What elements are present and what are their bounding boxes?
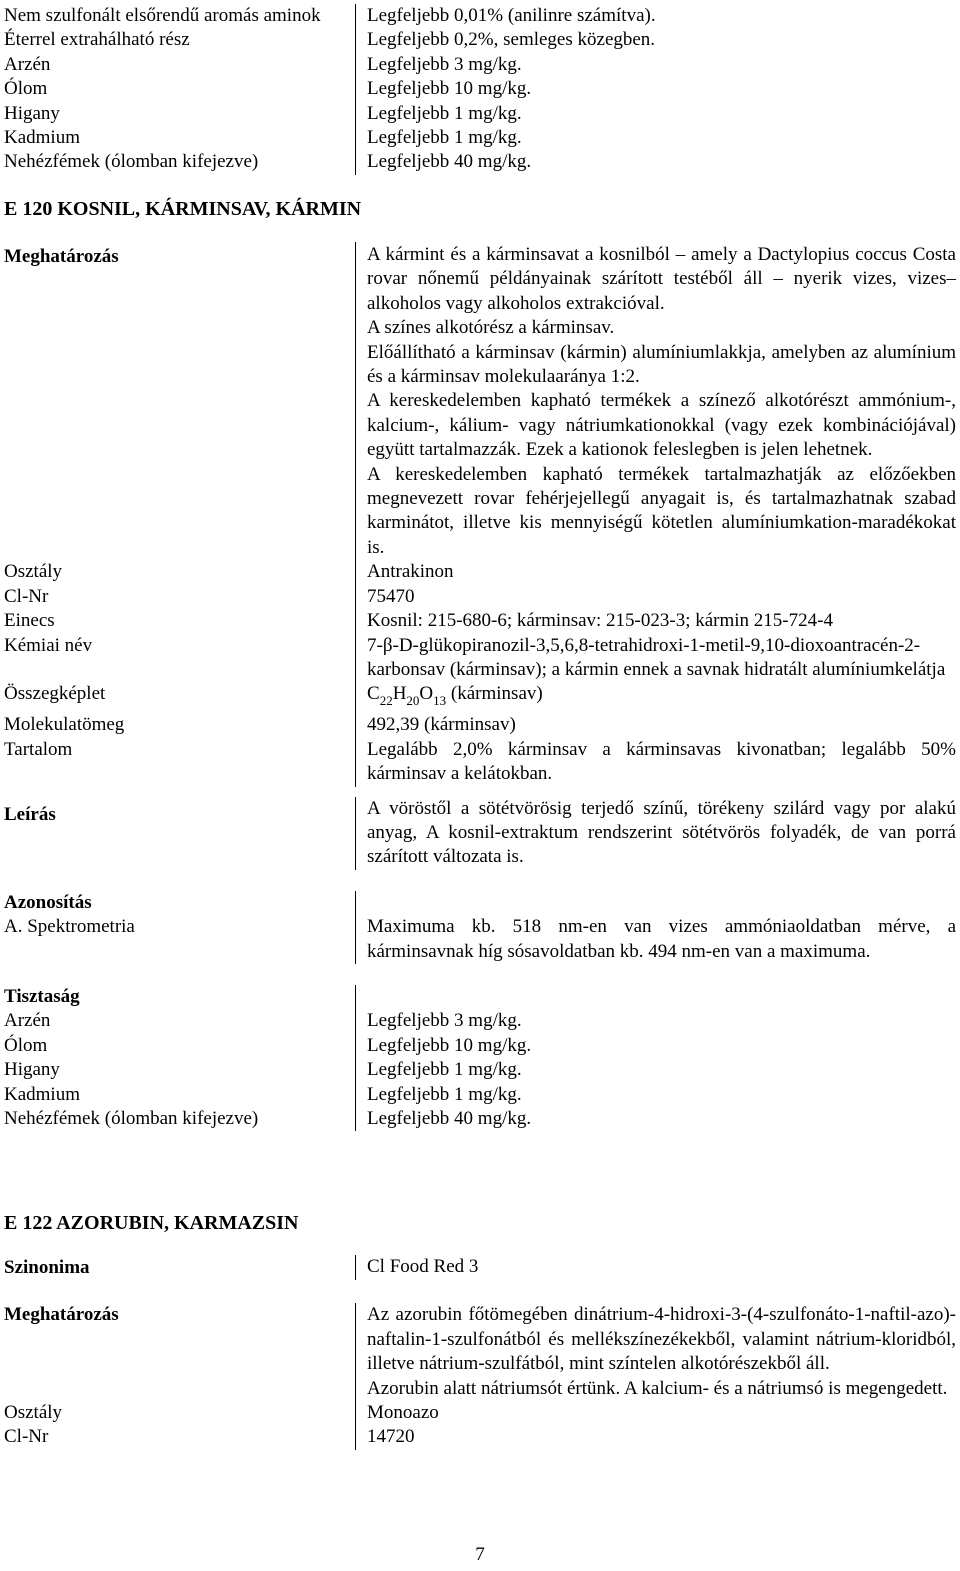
e120-tisztasag-row	[4, 985, 956, 1009]
e120-spektro-row	[4, 915, 956, 985]
e120-meghatarozas-paragraph: A színes alkotórész a kárminsav.	[367, 317, 615, 339]
e120-tisztasag-item-row	[4, 1083, 956, 1107]
impurity-row	[4, 4, 956, 28]
e120-tisztasag-item-label: Ólom	[4, 1034, 48, 1056]
e122-meghatarozas-row	[4, 1303, 956, 1401]
e120-tisztasag-item-label: Higany	[4, 1059, 60, 1081]
impurity-label: Éterrel extrahálható rész	[4, 29, 190, 51]
e120-tisztasag-item-value: Legfeljebb 40 mg/kg.	[355, 1107, 956, 1131]
e120-leiras-value: A vöröstől a sötétvörösig terjedő színű, törékeny szilárd vagy por alakú anyag, A kosnil-extraktum rendszerint sötétvörös folyadék, de van porrá szárított változata is.	[355, 797, 956, 870]
e120-tartalom-value: Legalább 2,0% kárminsav a kárminsavas kivonatban; legalább 50% kárminsav a kelátokban.	[355, 738, 956, 787]
e120-osszeg-label: Összegképlet	[4, 683, 106, 705]
e120-tisztasag-item-value: Legfeljebb 3 mg/kg.	[355, 1009, 956, 1033]
e120-leiras-label: Leírás	[4, 803, 56, 825]
e120-tisztasag-item-label: Nehézfémek (ólomban kifejezve)	[4, 1108, 259, 1129]
e120-meghatarozas-label: Meghatározás	[4, 246, 119, 267]
e122-szinonima-label: Szinonima	[4, 1257, 90, 1278]
impurity-row	[4, 77, 956, 101]
impurity-row	[4, 126, 956, 150]
e122-clnr-row	[4, 1425, 956, 1449]
e120-meghatarozas-paragraph: A kereskedelemben kapható termékek a színező alkotórészt ammónium-, kalcium-, kálium- vagy nátriumkationokkal (vagy ezek kombinációjával) együtt tartalmazzák. Ezek a kationok feleslegben is jelen lehetnek.	[367, 390, 956, 461]
impurity-row	[4, 28, 956, 52]
e120-osszeg-row	[4, 682, 956, 713]
impurity-row	[4, 102, 956, 126]
e120-formula	[355, 682, 956, 713]
e120-meghatarozas-text	[355, 242, 956, 560]
e120-molekula-row	[4, 713, 956, 737]
e120-tisztasag-item-value: Legfeljebb 1 mg/kg.	[355, 1083, 956, 1107]
formula-c-sub: 22	[379, 693, 393, 709]
impurity-value: Legfeljebb 1 mg/kg.	[355, 102, 956, 126]
e120-einecs-value: Kosnil: 215-680-6; kárminsav: 215-023-3; kármin 215-724-4	[355, 609, 956, 633]
formula-o-sub: 13	[433, 693, 447, 709]
impurity-value: Legfeljebb 3 mg/kg.	[355, 53, 956, 77]
formula-c: C	[367, 683, 380, 705]
e120-tartalom-row	[4, 738, 956, 797]
e122-meghatarozas-paragraph: Az azorubin főtömegében dinátrium-4-hidroxi-3-(4-szulfonáto-1-naftil-azo)-naftalin-1-szulfonátból és mellékszínezékekből, valamint nátrium-kloridból, illetve nátrium-szulfátból, mint színtelen alkotórészekből áll.	[367, 1304, 956, 1375]
e120-meghatarozas-paragraph: Előállítható a kárminsav (kármin) alumíniumlakkja, amelyben az alumínium és a kárminsav molekulaaránya 1:2.	[367, 341, 956, 388]
e120-azonositas-empty	[355, 891, 956, 915]
impurity-value: Legfeljebb 10 mg/kg.	[355, 77, 956, 101]
e122-clnr-label: Cl-Nr	[4, 1426, 49, 1448]
e120-meghatarozas-row	[4, 242, 956, 560]
e120-tisztasag-item-row	[4, 1107, 956, 1131]
e120-meghatarozas-paragraph: A kármint és a kárminsavat a kosnilból – amely a Dactylopius coccus Costa rovar nőnemű példányainak szárított testéből áll – nyerik vizes, vizes–alkoholos vagy alkoholos extrakcióval.	[367, 244, 956, 314]
e120-leiras-row	[4, 797, 956, 891]
e120-tisztasag-item-row	[4, 1009, 956, 1033]
e122-osztaly-value: Monoazo	[355, 1401, 956, 1425]
impurity-value: Legfeljebb 1 mg/kg.	[355, 126, 956, 150]
e120-tisztasag-item-label: Kadmium	[4, 1083, 80, 1105]
impurity-value: Legfeljebb 0,01% (anilinre számítva).	[355, 4, 956, 28]
e120-table	[4, 242, 956, 1131]
e122-table	[4, 1255, 956, 1450]
impurity-label: Kadmium	[4, 127, 80, 149]
impurity-label: Nehézfémek (ólomban kifejezve)	[4, 151, 259, 173]
e122-title: E 122 AZORUBIN, KARMAZSIN	[4, 1212, 299, 1234]
e122-osztaly-label: Osztály	[4, 1402, 63, 1424]
formula-suffix: (kárminsav)	[446, 683, 543, 705]
impurity-label: Arzén	[4, 53, 51, 75]
impurity-value: Legfeljebb 40 mg/kg.	[355, 150, 956, 174]
formula-h: H	[392, 683, 407, 705]
e120-einecs-row	[4, 609, 956, 633]
impurity-label: Ólom	[4, 78, 48, 100]
e120-tisztasag-item-row	[4, 1058, 956, 1082]
formula-h-sub: 20	[406, 693, 420, 709]
e122-meghatarozas-text	[355, 1303, 956, 1401]
e120-tartalom-label: Tartalom	[4, 738, 73, 760]
e120-tisztasag-label: Tisztaság	[4, 985, 80, 1007]
e122-meghatarozas-label: Meghatározás	[4, 1304, 119, 1326]
e120-tisztasag-item-value: Legfeljebb 10 mg/kg.	[355, 1034, 956, 1058]
e120-einecs-label: Einecs	[4, 610, 55, 632]
e122-szinonima-row	[4, 1255, 956, 1303]
e120-osztaly-value: Antrakinon	[355, 560, 956, 584]
e120-tisztasag-item-row	[4, 1034, 956, 1058]
impurity-row	[4, 150, 956, 174]
e120-osztaly-row	[4, 560, 956, 584]
formula-o: O	[419, 683, 434, 705]
e120-spektro-value: Maximuma kb. 518 nm-en van vizes ammóniaoldatban mérve, a kárminsavnak híg sósavoldatban kb. 494 nm-en van a maximuma.	[355, 915, 956, 964]
e122-clnr-value: 14720	[355, 1425, 956, 1449]
impurity-label: Nem szulfonált elsőrendű aromás aminok	[4, 5, 321, 26]
top-impurity-table	[4, 4, 956, 175]
e120-meghatarozas-paragraph: A kereskedelemben kapható termékek tartalmazhatják az előzőekben megnevezett rovar fehérjejellegű anyagait is, és tartalmazhatnak szabad karminátot, illetve kis mennyiségű kötetlen alumíniumkation-maradékokat is.	[367, 463, 956, 558]
page-number: 7	[475, 1544, 485, 1565]
e122-osztaly-row	[4, 1401, 956, 1425]
e120-title: E 120 KOSNIL, KÁRMINSAV, KÁRMIN	[4, 198, 362, 220]
e120-clnr-label: Cl-Nr	[4, 585, 49, 607]
impurity-label: Higany	[4, 102, 60, 124]
impurity-row	[4, 53, 956, 77]
e120-tisztasag-item-value: Legfeljebb 1 mg/kg.	[355, 1058, 956, 1082]
e120-clnr-row	[4, 585, 956, 609]
impurity-value: Legfeljebb 0,2%, semleges közegben.	[355, 28, 956, 52]
e120-azonositas-label: Azonosítás	[4, 891, 92, 913]
e120-molekula-label: Molekulatömeg	[4, 714, 125, 736]
e120-clnr-value: 75470	[355, 585, 956, 609]
e120-tisztasag-item-label: Arzén	[4, 1010, 51, 1032]
e120-tisztasag-table	[4, 1009, 956, 1131]
e120-kemiai-label: Kémiai név	[4, 634, 93, 656]
e120-molekula-value: 492,39 (kárminsav)	[355, 713, 956, 737]
e120-kemiai-row	[4, 634, 956, 683]
e120-azonositas-row	[4, 891, 956, 915]
e120-spektro-label: A. Spektrometria	[4, 916, 135, 938]
e122-szinonima-value: Cl Food Red 3	[355, 1255, 956, 1280]
e120-osztaly-label: Osztály	[4, 561, 63, 583]
e120-kemiai-value: 7-β-D-glükopiranozil-3,5,6,8-tetrahidroxi-1-metil-9,10-dioxoantracén-2-karbonsav (kárminsav); a kármin ennek a savnak hidratált alumíniumkelátja	[355, 634, 956, 683]
e120-tisztasag-empty	[355, 985, 956, 1009]
e122-meghatarozas-paragraph: Azorubin alatt nátriumsót értünk. A kalcium- és a nátriumsó is megengedett.	[367, 1377, 948, 1399]
